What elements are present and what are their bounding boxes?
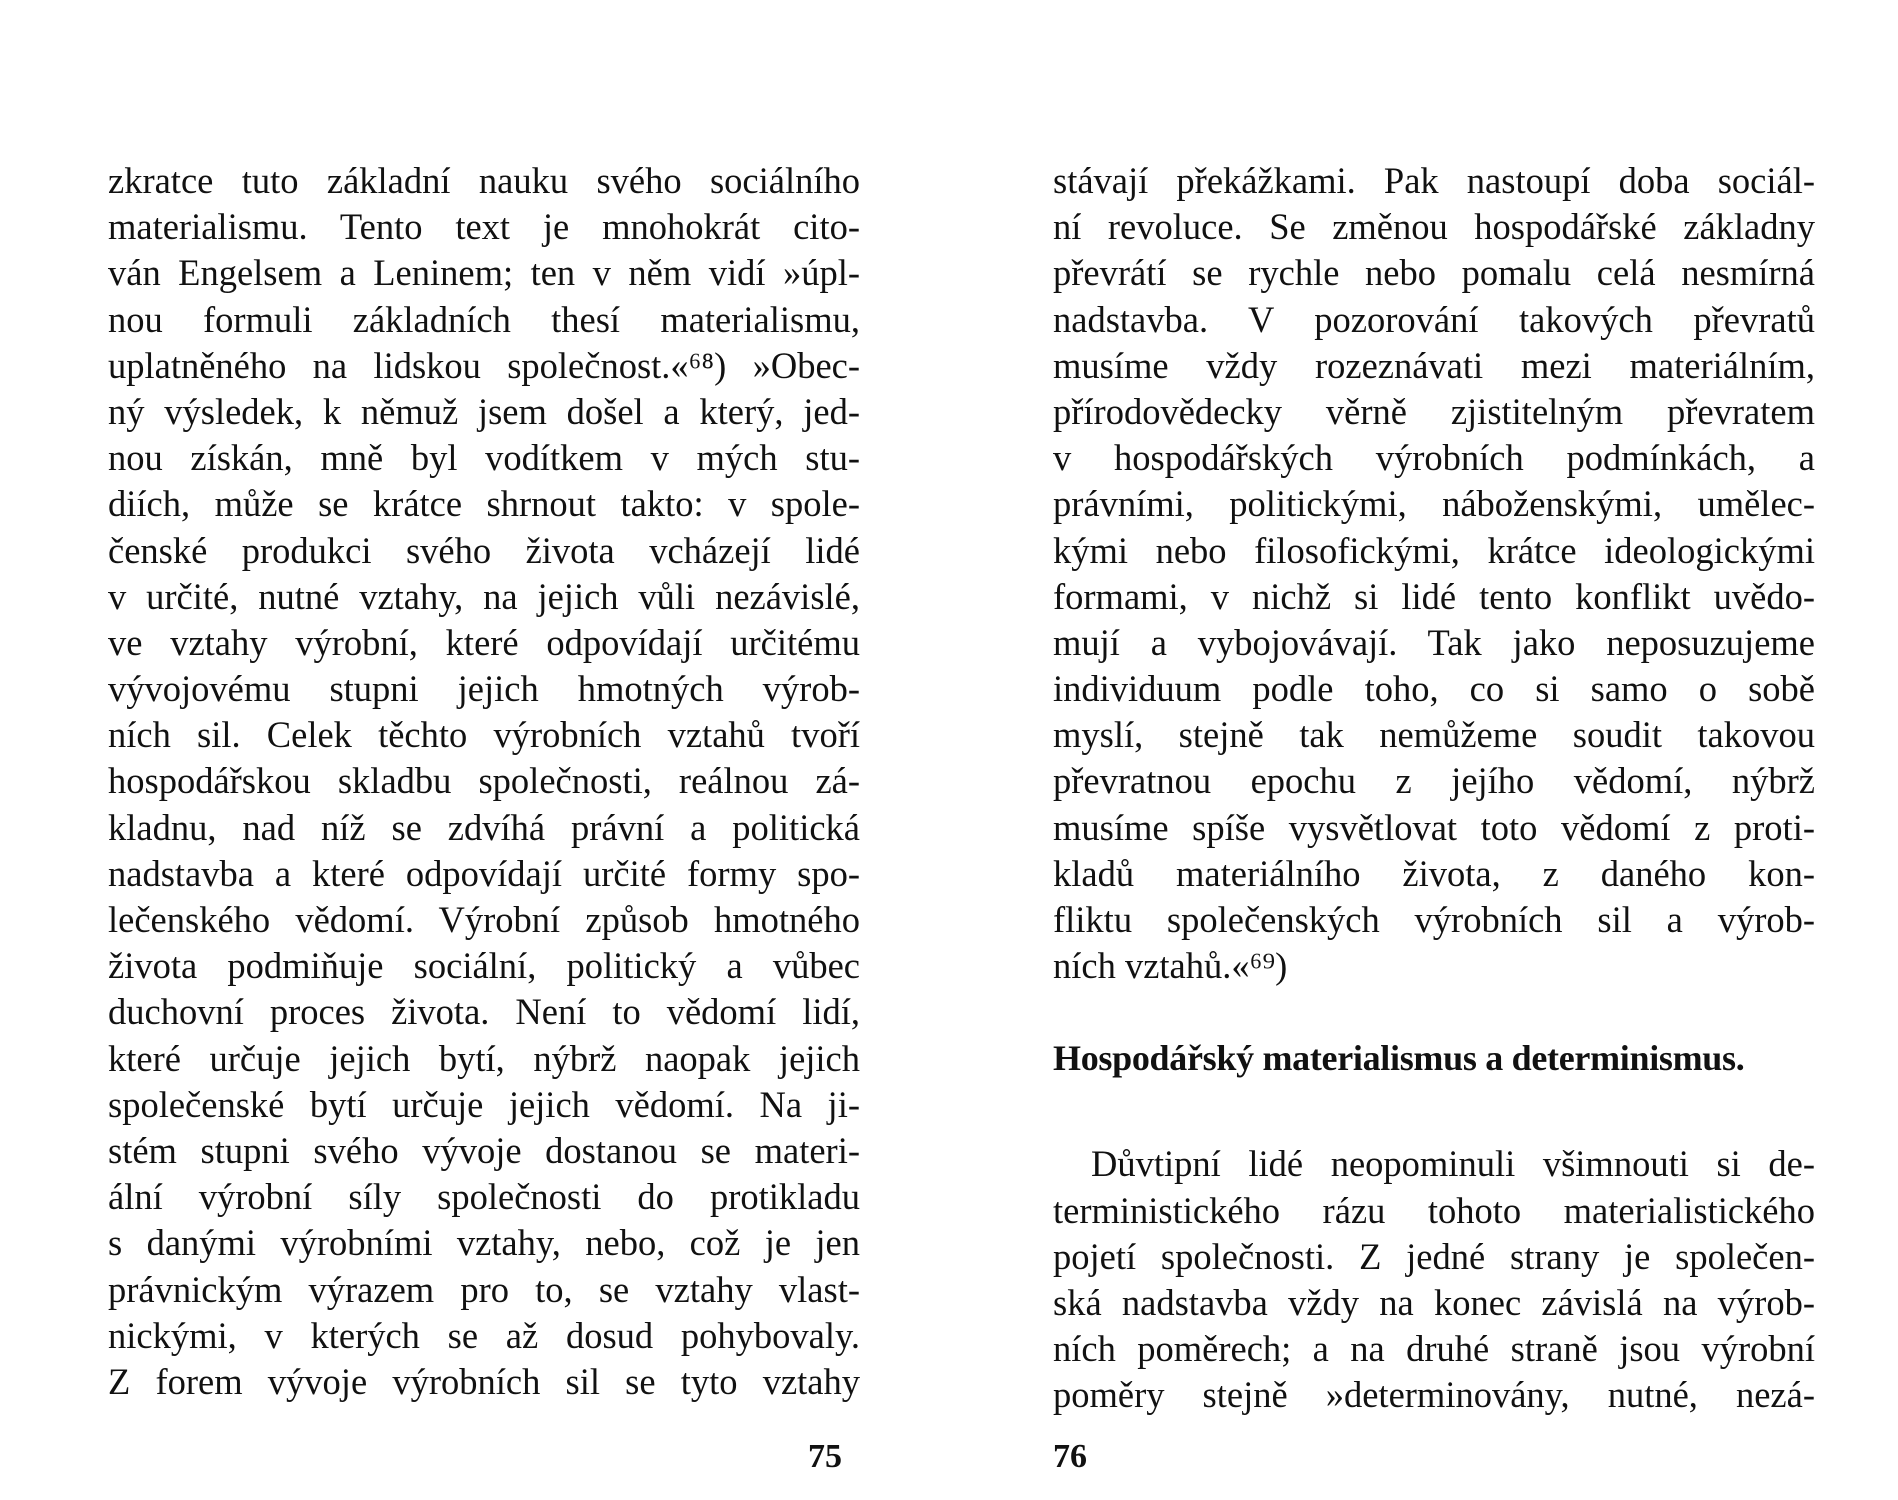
right-page	[1053, 158, 1815, 1419]
paragraph-line: Důvtipní lidé neopominuli všimnouti si de-	[1091, 1143, 1815, 1185]
text-line: přírodovědecky věrně zjistitelným převratem	[1053, 390, 1815, 432]
text-line: musíme spíše vysvětlovat toto vědomí z proti-	[1053, 806, 1815, 848]
text-line: nou formuli základních thesí materialismu,	[108, 298, 860, 340]
paragraph-line: poměry stejně »determinovány, nutné, nezá-	[1053, 1374, 1815, 1416]
text-line: ný výsledek, k němuž jsem došel a který, jed-	[108, 390, 860, 432]
section-heading: Hospodářský materialismus a determinismus.	[1053, 1038, 1745, 1079]
paragraph-line: pojetí společnosti. Z jedné strany je společen-	[1053, 1235, 1815, 1277]
text-line: ální výrobní síly společnosti do protikladu	[108, 1176, 860, 1218]
text-line: Z forem vývoje výrobních sil se tyto vztahy	[108, 1360, 860, 1402]
text-line: stém stupni svého vývoje dostanou se materi-	[108, 1129, 860, 1171]
text-line: kladnu, nad níž se zdvíhá právní a politická	[108, 806, 860, 848]
paragraph-line: ská nadstavba vždy na konec závislá na výrob-	[1053, 1281, 1815, 1323]
text-line: nadstavba a které odpovídají určité formy spo-	[108, 852, 860, 894]
text-line: nadstavba. V pozorování takových převratů	[1053, 298, 1815, 340]
text-line: kladů materiálního života, z daného kon-	[1053, 852, 1815, 894]
text-line: stávají překážkami. Pak nastoupí doba sociál-	[1053, 160, 1815, 201]
text-line: musíme vždy rozeznávati mezi materiálním,	[1053, 344, 1815, 386]
text-line: s danými výrobními vztahy, nebo, což je jen	[108, 1222, 860, 1264]
text-line: ván Engelsem a Leninem; ten v něm vidí »úpl-	[108, 252, 860, 294]
text-line: lečenského vědomí. Výrobní způsob hmotného	[108, 899, 860, 940]
paragraph-line: terministického rázu tohoto materialistického	[1053, 1189, 1815, 1231]
text-line: ve vztahy výrobní, které odpovídají určitému	[108, 621, 860, 663]
text-line: uplatněného na lidskou společnost.«⁶⁸) »Obec-	[108, 344, 860, 386]
text-line: formami, v nichž si lidé tento konflikt uvědo-	[1053, 575, 1815, 617]
text-line: života podmiňuje sociální, politický a vůbec	[108, 945, 860, 987]
text-line: převratnou epochu z jejího vědomí, nýbrž	[1053, 760, 1815, 802]
text-line: materialismu. Tento text je mnohokrát cito-	[108, 206, 860, 248]
text-line: individuum podle toho, co si samo o sobě	[1053, 668, 1815, 710]
text-line: nou získán, mně byl vodítkem v mých stu-	[108, 437, 860, 479]
text-line: duchovní proces života. Není to vědomí lidí,	[108, 991, 860, 1033]
text-line: nickými, v kterých se až dosud pohybovaly.	[108, 1314, 860, 1356]
text-line: právnickým výrazem pro to, se vztahy vlast-	[108, 1268, 860, 1310]
text-line: ní revoluce. Se změnou hospodářské základny	[1053, 206, 1815, 248]
text-line: čenské produkci svého života vcházejí lidé	[108, 529, 860, 571]
paragraph-line: ních poměrech; a na druhé straně jsou výrobní	[1053, 1328, 1815, 1370]
text-line: diích, může se krátce shrnout takto: v spole-	[108, 483, 860, 525]
page-number-right: 76	[1053, 1438, 1087, 1475]
text-line: právními, politickými, náboženskými, umělec-	[1053, 483, 1815, 525]
text-line: mují a vybojovávají. Tak jako neposuzujeme	[1053, 621, 1815, 663]
text-line: myslí, stejně tak nemůžeme soudit takovou	[1053, 714, 1815, 756]
text-line: v hospodářských výrobních podmínkách, a	[1053, 437, 1815, 479]
text-line: převrátí se rychle nebo pomalu celá nesmírná	[1053, 252, 1815, 294]
text-line: společenské bytí určuje jejich vědomí. Na ji-	[108, 1083, 860, 1125]
text-line: které určuje jejich bytí, nýbrž naopak jejich	[108, 1037, 860, 1079]
page-number-left: 75	[808, 1438, 842, 1475]
text-line: zkratce tuto základní nauku svého sociálního	[108, 160, 860, 201]
section-gap	[1053, 1081, 1815, 1141]
text-line: vývojovému stupni jejich hmotných výrob-	[108, 668, 860, 710]
text-line: ních sil. Celek těchto výrobních vztahů tvoří	[108, 714, 860, 756]
text-line: fliktu společenských výrobních sil a výrob-	[1053, 899, 1815, 940]
left-page	[108, 158, 860, 1405]
text-line: hospodářskou skladbu společnosti, reálnou zá-	[108, 760, 860, 802]
text-line: ních vztahů.«⁶⁹)	[1053, 945, 1288, 987]
text-line: kými nebo filosofickými, krátce ideologickými	[1053, 529, 1815, 571]
text-line: v určité, nutné vztahy, na jejich vůli nezávislé,	[108, 575, 860, 617]
